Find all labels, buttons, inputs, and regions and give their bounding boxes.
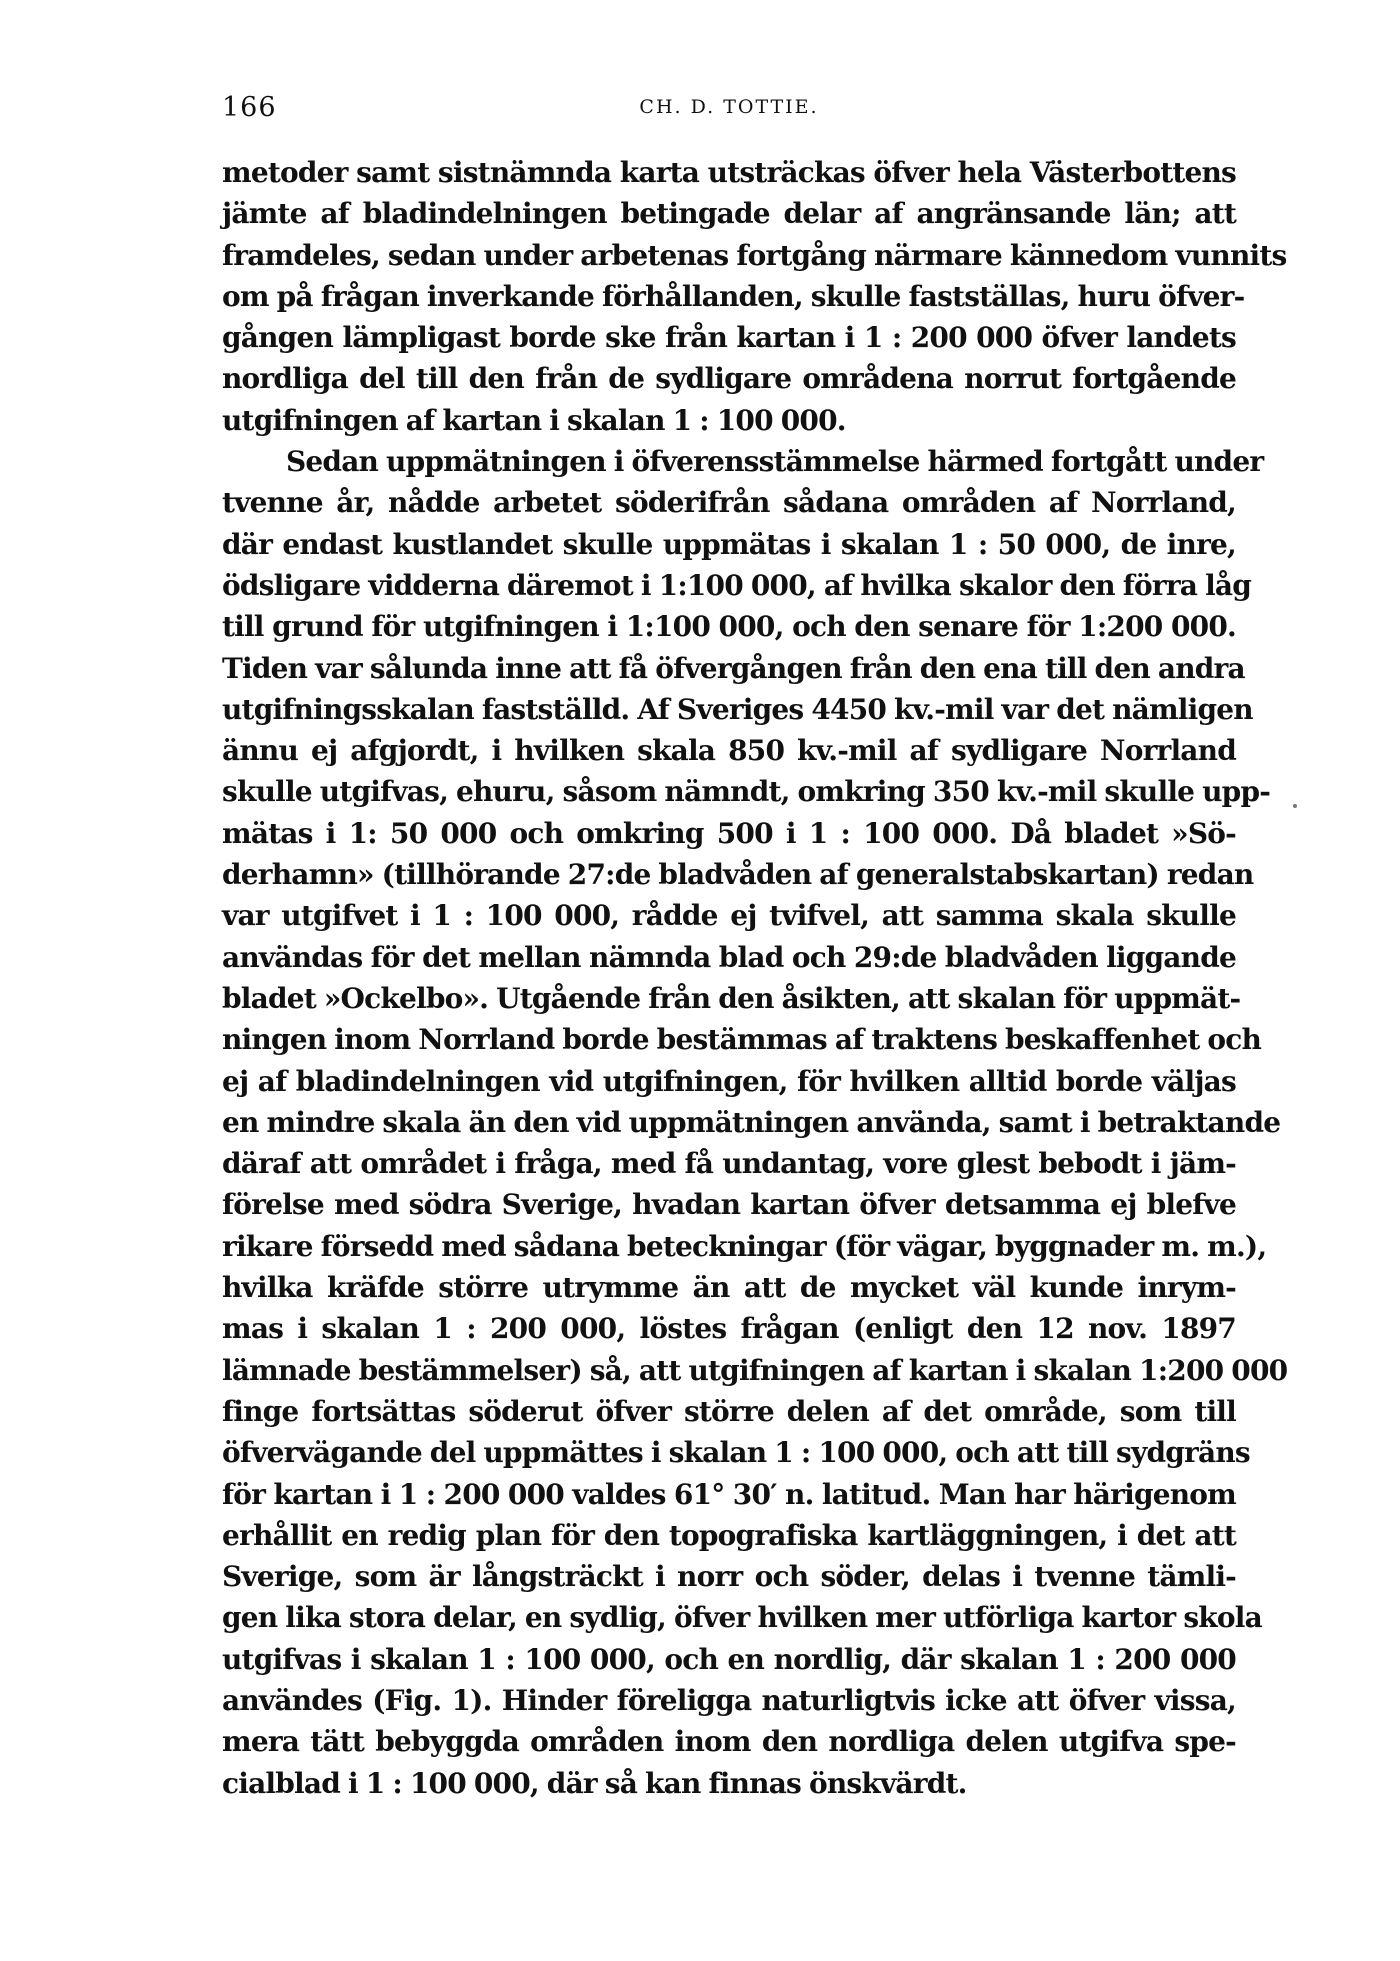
text-line: cialblad i 1 : 100 000, där så kan finnas önskvärdt. bbox=[222, 1766, 967, 1800]
text-line: utgifningen af kartan i skalan 1 : 100 000. bbox=[222, 403, 846, 437]
text-line: skulle utgifvas, ehuru, såsom nämndt, omkring 350 kv.-mil skulle upp- bbox=[222, 775, 1271, 809]
text-line: öfvervägande del uppmättes i skalan 1 : 100 000, och att till sydgräns bbox=[222, 1436, 1250, 1470]
body-text bbox=[222, 152, 1288, 1804]
text-line: ningen inom Norrland borde bestämmas af traktens beskaffenhet och bbox=[222, 1023, 1262, 1057]
paragraph-2 bbox=[222, 441, 1288, 1804]
text-line: lämnade bestämmelser) så, att utgifningen af kartan i skalan 1:200 000 bbox=[222, 1353, 1288, 1387]
text-line: tvenne år, nådde arbetet söderifrån sådana områden af Norrland, bbox=[222, 486, 1236, 520]
text-line: var utgifvet i 1 : 100 000, rådde ej tvifvel, att samma skala skulle bbox=[222, 899, 1236, 933]
text-line: bladet »Ockelbo». Utgående från den åsikten, att skalan för uppmät- bbox=[222, 981, 1241, 1015]
text-line: Sverige, som är långsträckt i norr och söder, delas i tvenne tämli- bbox=[222, 1560, 1236, 1594]
text-line: däraf att området i fråga, med få undantag, vore glest bebodt i jäm- bbox=[222, 1147, 1236, 1181]
text-line: jämte af bladindelningen betingade delar af angränsande län; att bbox=[222, 197, 1236, 231]
text-line: rikare försedd med sådana beteckningar (för vägar, byggnader m. m.), bbox=[222, 1229, 1267, 1263]
text-line: mätas i 1: 50 000 och omkring 500 i 1 : 100 000. Då bladet »Sö- bbox=[222, 816, 1236, 850]
text-line: om på frågan inverkande förhållanden, skulle fastställas, huru öfver- bbox=[222, 279, 1245, 313]
text-line: hvilka kräfde större utrymme än att de mycket väl kunde inrym- bbox=[222, 1271, 1236, 1305]
text-line: gången lämpligast borde ske från kartan i 1 : 200 000 öfver landets bbox=[222, 321, 1236, 355]
text-line: för kartan i 1 : 200 000 valdes 61° 30′ n. latitud. Man har härigenom bbox=[222, 1477, 1236, 1511]
text-line: Sedan uppmätningen i öfverensstämmelse härmed fortgått under bbox=[286, 445, 1264, 479]
text-line: mera tätt bebyggda områden inom den nordliga delen utgifva spe- bbox=[222, 1725, 1236, 1759]
text-line: erhållit en redig plan för den topografiska kartläggningen, i det att bbox=[222, 1518, 1236, 1552]
text-line: utgifningsskalan fastställd. Af Sveriges 4450 kv.-mil var det nämligen bbox=[222, 692, 1253, 726]
margin-speck bbox=[1293, 804, 1297, 808]
text-line: användes (Fig. 1). Hinder föreligga naturligtvis icke att öfver vissa, bbox=[222, 1683, 1236, 1717]
running-head: CH. D. TOTTIE. bbox=[639, 96, 819, 118]
paragraph-1 bbox=[222, 152, 1287, 441]
text-line: utgifvas i skalan 1 : 100 000, och en nordlig, där skalan 1 : 200 000 bbox=[222, 1642, 1236, 1676]
text-line: en mindre skala än den vid uppmätningen använda, samt i betraktande bbox=[222, 1105, 1281, 1139]
text-line: nordliga del till den från de sydligare områdena norrut fortgående bbox=[222, 362, 1236, 396]
text-line: till grund för utgifningen i 1:100 000, och den senare för 1:200 000. bbox=[222, 610, 1236, 644]
page-header bbox=[222, 92, 1236, 132]
text-line: användas för det mellan nämnda blad och 29:de bladvåden liggande bbox=[222, 940, 1236, 974]
text-line: ödsligare vidderna däremot i 1:100 000, af hvilka skalor den förra låg bbox=[222, 568, 1252, 602]
text-line: ännu ej afgjordt, i hvilken skala 850 kv.-mil af sydligare Norrland bbox=[222, 734, 1236, 768]
text-line: finge fortsättas söderut öfver större delen af det område, som till bbox=[222, 1394, 1236, 1428]
text-line: derhamn» (tillhörande 27:de bladvåden af generalstabskartan) redan bbox=[222, 858, 1254, 892]
text-line: framdeles, sedan under arbetenas fortgång närmare kännedom vunnits bbox=[222, 238, 1287, 272]
page-number: 166 bbox=[222, 92, 277, 123]
text-line: Tiden var sålunda inne att få öfvergången från den ena till den andra bbox=[222, 651, 1245, 685]
text-line: metoder samt sistnämnda karta utsträckas öfver hela Västerbottens bbox=[222, 156, 1236, 189]
text-line: förelse med södra Sverige, hvadan kartan öfver detsamma ej blefve bbox=[222, 1188, 1236, 1222]
text-line: gen lika stora delar, en sydlig, öfver hvilken mer utförliga kartor skola bbox=[222, 1601, 1262, 1635]
text-line: där endast kustlandet skulle uppmätas i skalan 1 : 50 000, de inre, bbox=[222, 527, 1236, 561]
text-line: mas i skalan 1 : 200 000, löstes frågan (enligt den 12 nov. 1897 bbox=[222, 1312, 1236, 1346]
text-line: ej af bladindelningen vid utgifningen, för hvilken alltid borde väljas bbox=[222, 1064, 1236, 1098]
